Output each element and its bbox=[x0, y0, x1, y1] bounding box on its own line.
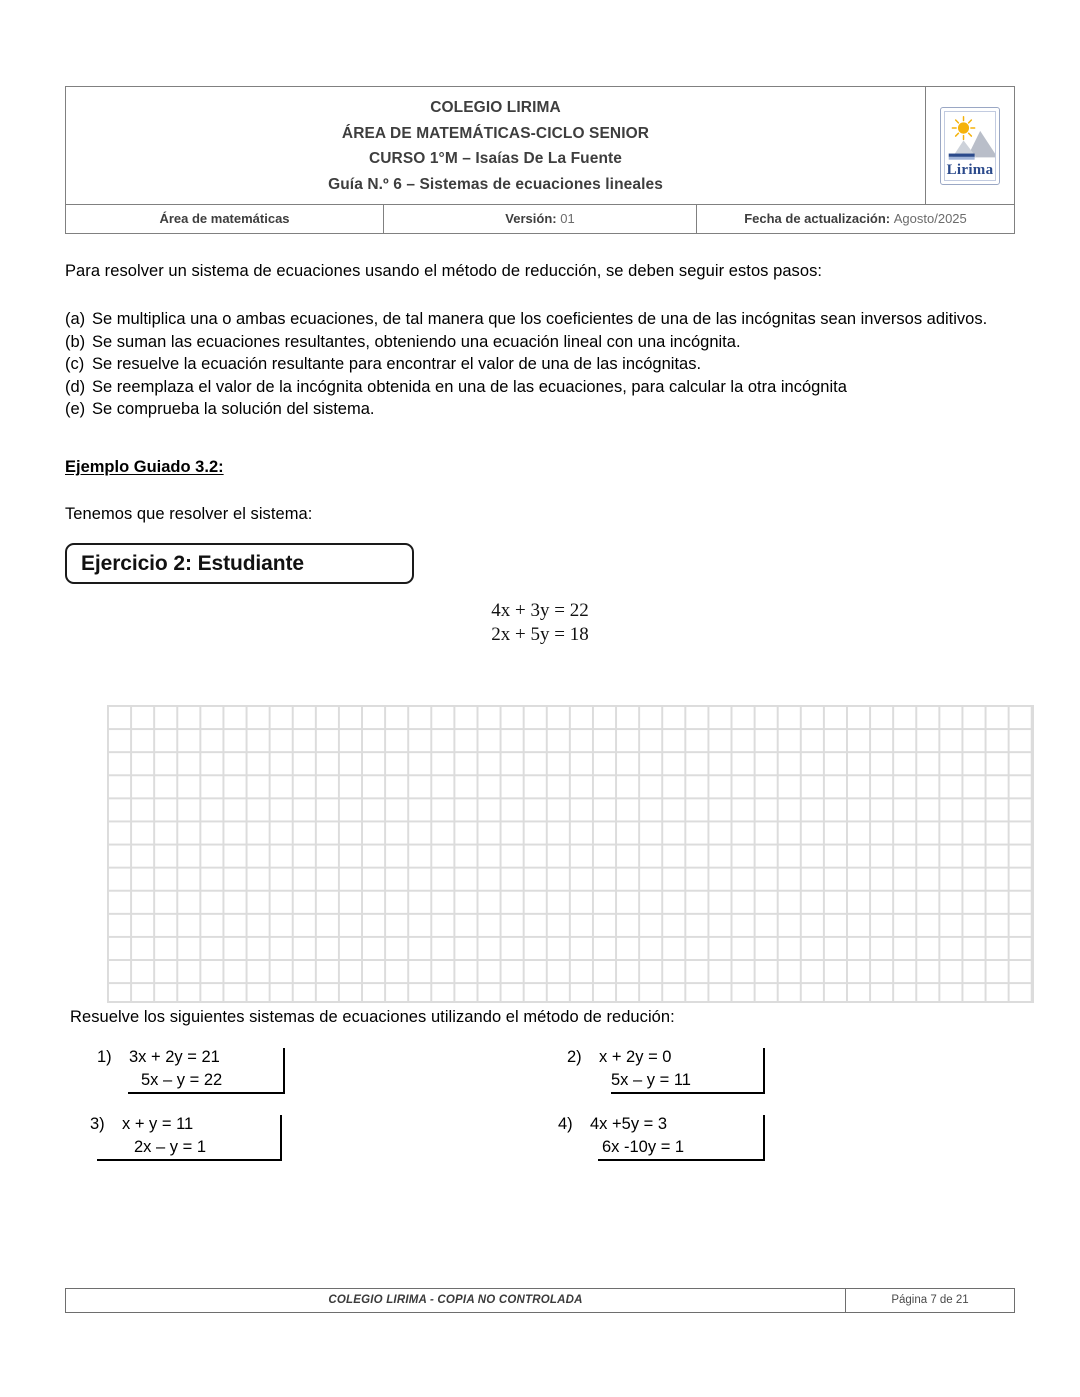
exercise-equation-2: 5x – y = 22 bbox=[141, 1071, 223, 1089]
document-footer bbox=[65, 1288, 1015, 1313]
exercise-equations bbox=[599, 1046, 691, 1092]
step-item bbox=[65, 398, 1020, 421]
exercise-bracket-horizontal bbox=[611, 1092, 765, 1094]
exercise-equation-2: 2x – y = 1 bbox=[134, 1138, 207, 1156]
step-marker: (c) bbox=[65, 355, 85, 373]
header-area-cell: Área de matemáticas bbox=[66, 205, 384, 233]
exercises-instruction: Resuelve los siguientes sistemas de ecuaciones utilizando el método de redución: bbox=[70, 1008, 675, 1026]
exercise-number: 3) bbox=[90, 1115, 105, 1133]
system-equation-2: 2x + 5y = 18 bbox=[491, 624, 589, 645]
steps-list bbox=[65, 308, 1020, 421]
example-system bbox=[0, 599, 1080, 647]
header-version-number: 01 bbox=[560, 211, 575, 226]
step-marker: (e) bbox=[65, 400, 86, 418]
header-version-cell bbox=[384, 205, 697, 233]
step-text: Se resuelve la ecuación resultante para encontrar el valor de una de las incógnitas. bbox=[92, 355, 702, 373]
exercise-equations bbox=[122, 1113, 206, 1159]
step-text: Se multiplica una o ambas ecuaciones, de tal manera que los coeficientes de una de las incógnitas sean inversos aditivos. bbox=[92, 310, 988, 328]
exercise-bracket-horizontal bbox=[598, 1159, 765, 1161]
logo-artwork bbox=[944, 111, 996, 181]
exercise-equation-2: 5x – y = 11 bbox=[611, 1071, 691, 1089]
exercise-bracket-vertical bbox=[763, 1115, 765, 1159]
work-grid-area bbox=[107, 705, 1034, 1003]
logo-wordmark: Lirima bbox=[946, 161, 994, 178]
header-title-line-1: COLEGIO LIRIMA bbox=[430, 99, 561, 116]
header-date-value: Agosto/2025 bbox=[893, 211, 967, 226]
header-date-cell bbox=[697, 205, 1014, 233]
exercise-bracket-vertical bbox=[283, 1048, 285, 1092]
exercise-label-text: Ejercicio 2: Estudiante bbox=[81, 551, 304, 575]
step-item bbox=[65, 376, 1020, 399]
exercise-equation-2: 6x -10y = 1 bbox=[602, 1138, 685, 1156]
step-marker: (a) bbox=[65, 310, 86, 328]
exercise-bracket-horizontal bbox=[97, 1159, 282, 1161]
intro-paragraph: Para resolver un sistema de ecuaciones usando el método de reducción, se deben seguir estos pasos: bbox=[65, 262, 823, 280]
header-title-block bbox=[66, 87, 926, 204]
header-logo-cell bbox=[926, 87, 1014, 204]
header-date-label: Fecha de actualización: bbox=[744, 211, 891, 226]
exercise-equations bbox=[590, 1113, 684, 1159]
step-item bbox=[65, 353, 1020, 376]
step-text: Se reemplaza el valor de la incógnita obtenida en una de las ecuaciones, para calcular la otra incógnita bbox=[92, 377, 847, 396]
step-marker: (d) bbox=[65, 377, 86, 396]
exercise-number: 1) bbox=[97, 1048, 112, 1066]
step-item bbox=[65, 308, 1020, 331]
header-title-line-4: Guía N.º 6 – Sistemas de ecuaciones lineales bbox=[328, 175, 663, 193]
exercise-equation-1: 3x + 2y = 21 bbox=[129, 1048, 220, 1066]
exercise-equation-1: x + y = 11 bbox=[122, 1115, 194, 1133]
exercise-equation-1: 4x +5y = 3 bbox=[590, 1115, 668, 1133]
exercise-bracket-vertical bbox=[280, 1115, 282, 1159]
header-title-line-3: CURSO 1°M – Isaías De La Fuente bbox=[368, 150, 623, 167]
header-meta-row bbox=[66, 204, 1014, 233]
exercise-label-box bbox=[65, 543, 414, 584]
exercise-bracket-horizontal bbox=[128, 1092, 285, 1094]
exercise-number: 2) bbox=[567, 1048, 582, 1066]
exercise-equations bbox=[129, 1046, 222, 1092]
step-text: Se suman las ecuaciones resultantes, obteniendo una ecuación lineal con una incógnita. bbox=[92, 332, 741, 351]
document-header-table bbox=[65, 86, 1015, 234]
exercise-number: 4) bbox=[558, 1115, 573, 1133]
footer-page-number: Página 7 de 21 bbox=[891, 1294, 969, 1306]
step-marker: (b) bbox=[65, 332, 86, 351]
system-equation-1: 4x + 3y = 22 bbox=[491, 600, 589, 621]
header-version-label: Versión: bbox=[505, 211, 557, 226]
step-item bbox=[65, 331, 1020, 354]
footer-notice: COLEGIO LIRIMA - COPIA NO CONTROLADA bbox=[66, 1289, 846, 1312]
example-title: Ejemplo Guiado 3.2: bbox=[65, 458, 224, 476]
exercise-equation-1: x + 2y = 0 bbox=[599, 1048, 672, 1066]
step-text: Se comprueba la solución del sistema. bbox=[92, 400, 375, 418]
lirima-logo bbox=[940, 107, 1000, 185]
example-intro: Tenemos que resolver el sistema: bbox=[65, 505, 313, 523]
header-title-line-2: ÁREA DE MATEMÁTICAS-CICLO SENIOR bbox=[341, 124, 650, 142]
header-title-row bbox=[66, 87, 1014, 204]
exercise-bracket-vertical bbox=[763, 1048, 765, 1092]
